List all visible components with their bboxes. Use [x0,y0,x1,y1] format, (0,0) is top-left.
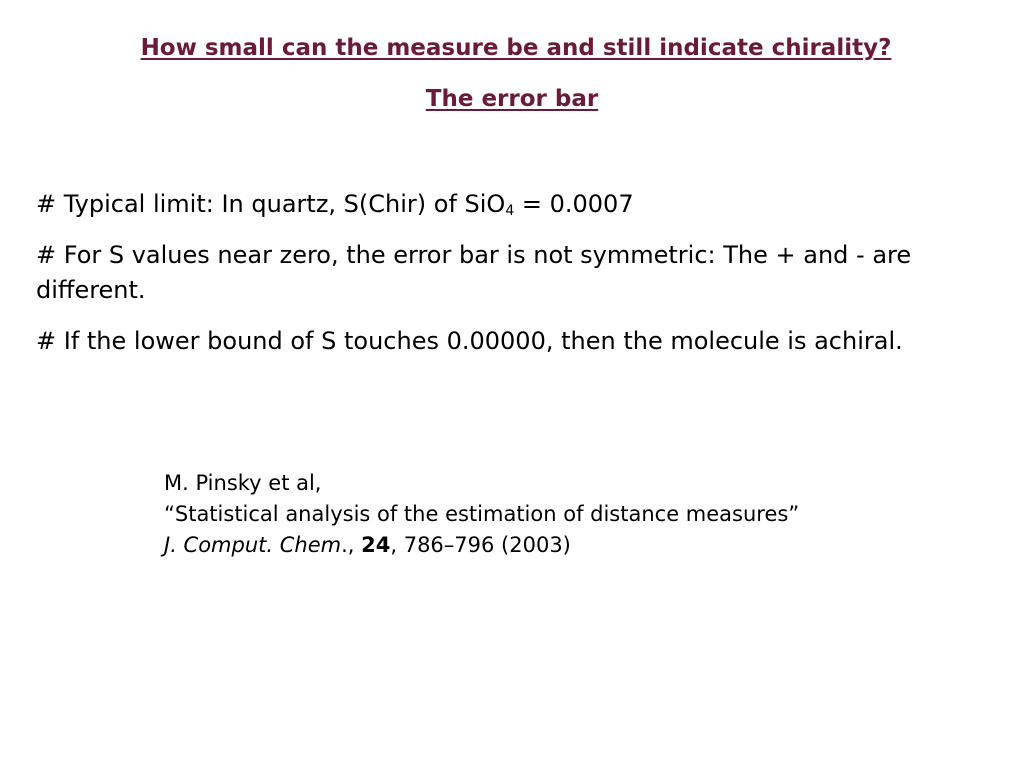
citation-volume: 24 [361,533,391,557]
bullet-achiral-condition: # If the lower bound of S touches 0.00000, then the molecule is achiral. [36,327,903,355]
citation-authors: M. Pinsky et al, [164,471,322,495]
bullet-error-bar-asymmetry: # For S values near zero, the error bar is not symmetric: The + and - are different. [36,241,912,304]
citation-article-title: “Statistical analysis of the estimation of distance measures” [164,502,800,526]
bullet-typical-limit-text: # Typical limit: In quartz, S(Chir) of SiO [36,190,506,218]
bullet-typical-limit-value: = 0.0007 [514,190,634,218]
slide-subtitle: The error bar [425,86,599,112]
bullet-typical-limit [36,187,986,222]
citation-source [164,530,799,561]
subscript-four: 4 [505,203,515,219]
citation-journal-punctuation: ., [341,533,362,557]
citation [164,468,799,561]
bullet-list [36,187,986,375]
citation-journal: J. Comput. Chem [164,533,342,557]
slide-title: How small can the measure be and still indicate chirality? [140,35,892,61]
citation-pages-year: , 786–796 (2003) [390,533,571,557]
